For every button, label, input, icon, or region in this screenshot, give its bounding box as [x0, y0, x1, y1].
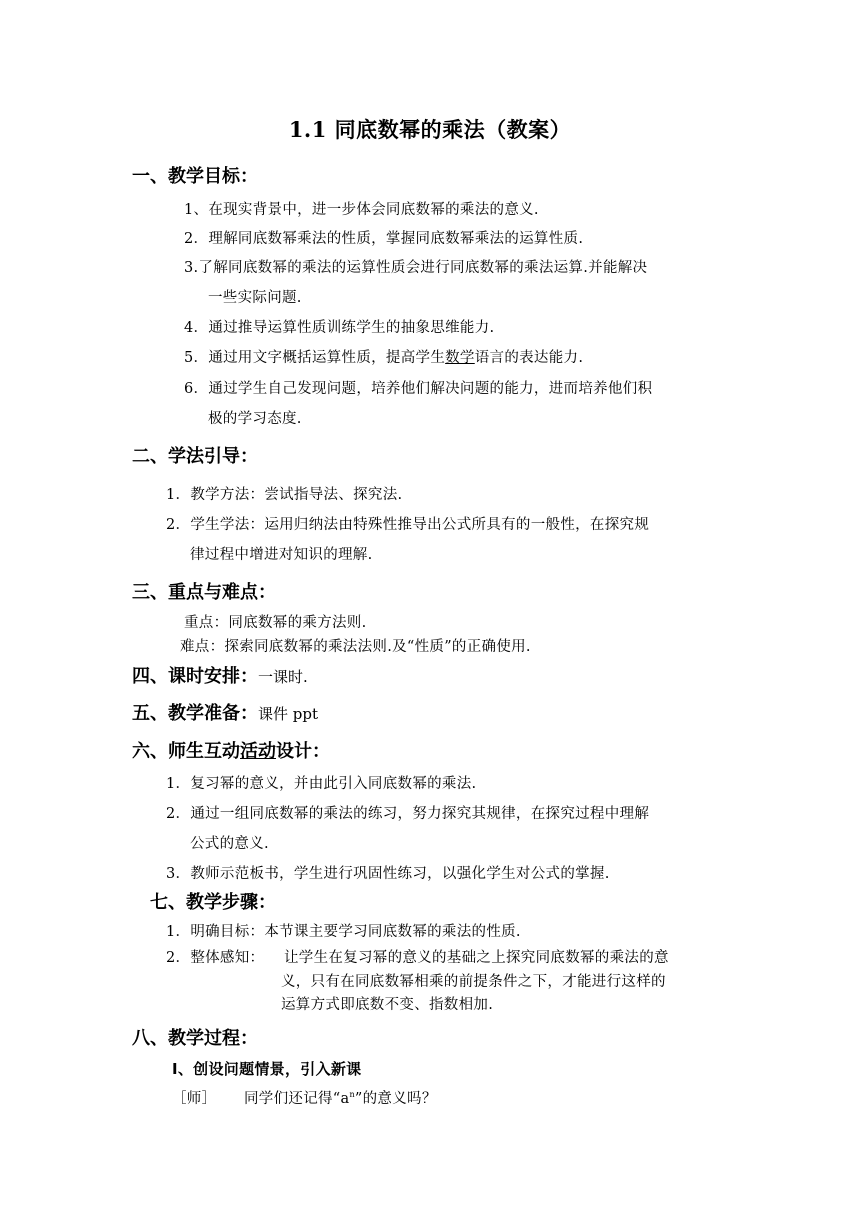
section-6-heading-c: 设计：: [276, 741, 330, 762]
s7-item-2-line-1: 让学生在复习幂的意义的基础之上探究同底数幂的乘法的意: [284, 950, 669, 966]
s2-item-2-cont: 律过程中增进对知识的理解.: [190, 547, 373, 563]
superscript-n: n: [349, 1090, 355, 1100]
s1-item-1: 1、在现实背景中，进一步体会同底数幂的乘法的意义.: [184, 202, 539, 218]
s7-item-2-line-2: 义，只有在同底数幂相乘的前提条件之下，才能进行这样的: [281, 974, 666, 990]
s1-item-6-cont: 极的学习态度.: [208, 411, 302, 427]
s1-item-5-a: 5．通过用文字概括运算性质，提高学生: [184, 350, 446, 366]
section-5-value: 课件 ppt: [258, 705, 319, 723]
page-title: 1.1 同底数幂的乘法（教案）: [288, 117, 572, 142]
s1-item-2: 2．理解同底数幂乘法的性质，掌握同底数幂乘法的运算性质.: [184, 231, 584, 247]
section-2-heading: 二、学法引导：: [132, 446, 258, 467]
section-6-heading-a: 六、师生互动: [132, 741, 240, 762]
section-7-heading: 七、教学步骤：: [150, 892, 276, 913]
s8-subheading: Ⅰ、创设问题情景，引入新课: [172, 1060, 362, 1078]
s2-item-1: 1．教学方法：尝试指导法、探究法.: [166, 487, 403, 503]
section-3-heading: 三、重点与难点：: [132, 582, 276, 603]
s1-item-3-cont: 一些实际问题.: [208, 290, 302, 306]
activity-link[interactable]: 活动: [240, 741, 276, 762]
s6-item-2: 2．通过一组同底数幂的乘法的练习，努力探究其规律，在探究过程中理解: [166, 806, 650, 822]
s3-difficulty: 难点：探索同底数幂的乘法法则.及“性质”的正确使用.: [180, 639, 531, 655]
section-4-value: 一课时.: [258, 668, 308, 686]
section-8-heading: 八、教学过程：: [132, 1028, 258, 1049]
s3-key-point: 重点：同底数幂的乘方法则.: [184, 615, 367, 631]
question-part-a: 同学们还记得“a: [244, 1091, 350, 1107]
s1-item-5: [184, 346, 583, 367]
math-link[interactable]: 数学: [445, 350, 475, 366]
s6-item-2-cont: 公式的意义.: [190, 836, 269, 852]
teacher-label: ［师］: [172, 1091, 217, 1107]
s1-item-3: 3.了解同底数幂的乘法的运算性质会进行同底数幂的乘法运算.并能解决: [184, 260, 648, 276]
question-part-b: ”的意义吗？: [354, 1091, 437, 1107]
teacher-question: [244, 1087, 437, 1108]
s1-item-5-b: 语言的表达能力.: [474, 350, 584, 366]
section-4-title: 四、课时安排：: [132, 666, 258, 687]
s1-item-6: 6．通过学生自己发现问题，培养他们解决问题的能力，进而培养他们积: [184, 381, 653, 397]
s6-item-3: 3．教师示范板书，学生进行巩固性练习，以强化学生对公式的掌握.: [166, 866, 610, 882]
s2-item-2: 2．学生学法：运用归纳法由特殊性推导出公式所具有的一般性，在探究规: [166, 517, 650, 533]
section-5-heading: [132, 699, 318, 725]
s6-item-1: 1．复习幂的意义，并由此引入同底数幂的乘法.: [166, 776, 477, 792]
s7-item-2-line-3: 运算方式即底数不变、指数相加.: [281, 997, 494, 1013]
section-1-heading: 一、教学目标：: [132, 166, 258, 187]
section-6-heading: [132, 737, 330, 763]
s7-item-2-label: 2．整体感知：: [166, 950, 265, 966]
s1-item-4: 4．通过推导运算性质训练学生的抽象思维能力.: [184, 320, 495, 336]
section-5-title: 五、教学准备：: [132, 703, 258, 724]
section-4-heading: [132, 662, 308, 688]
s7-item-1: 1．明确目标：本节课主要学习同底数幂的乘法的性质.: [166, 924, 521, 940]
